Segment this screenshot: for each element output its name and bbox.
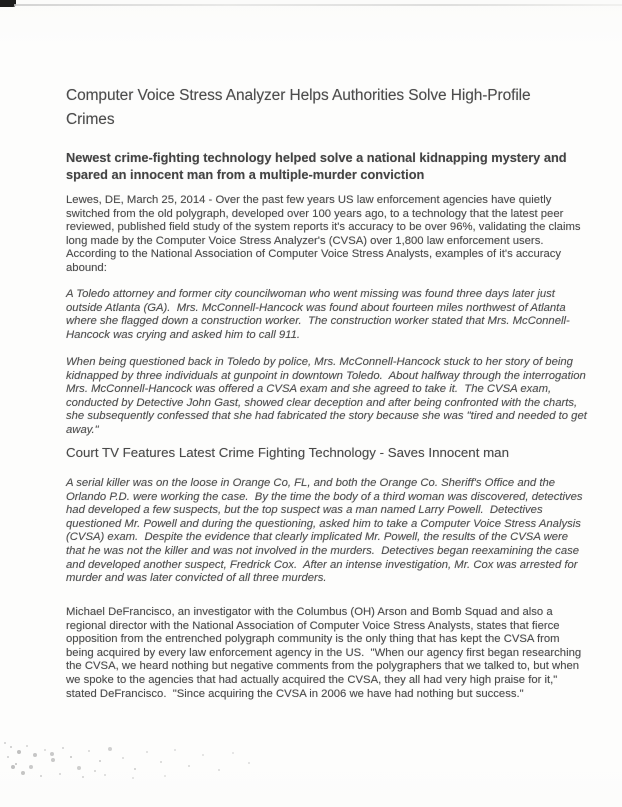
section-heading-court-tv: Court TV Features Latest Crime Fighting Technology - Saves Innocent man [66, 445, 509, 460]
orlando-case-paragraph: A serial killer was on the loose in Orange Co, FL, and both the Orange Co. Sheriff's Office and the Orlando P.D. were working the case. By the time the body of a third woman was discovered, detectives had developed a few suspects, but the top suspect was a man named Larry Powell. Detectives questioned Mr. Powell and during the questioning, asked him to take a Computer Voice Stress Analysis (CVSA) exam. Despite the evidence that clearly implicated Mr. Powell, the results of the CVSA were that he was not the killer and was not involved in the murders. Detectives began reexamining the case and developed another suspect, Fredrick Cox. After an intense investigation, Mr. Cox was arrested for murder and was later convicted of all three murders. [66, 477, 586, 585]
article-title: Computer Voice Stress Analyzer Helps Authorities Solve High-Profile Crimes [66, 87, 535, 128]
scan-artifact-edge-line [14, 4, 622, 6]
closing-paragraph: Michael DeFrancisco, an investigator with the Columbus (OH) Arson and Bomb Squad and also a regional director with the National Association of Computer Voice Stress Analysts, states that fierce opposition from the entrenched polygraph community is the only thing that has kept the CVSA from being acquired by every law enforcement agency in the US. "When our agency first began researching the CVSA, we heard nothing but negative comments from the polygraphers that we talked to, but when we spoke to the agencies that had actually acquired the CVSA, they all had very high praise for it," stated DeFrancisco. "Since acquiring the CVSA in 2006 we have had nothing but success." [66, 606, 585, 700]
article-subtitle: Newest crime-fighting technology helped solve a national kidnapping mystery and spared an innocent man from a multiple-murder conviction [66, 150, 571, 182]
toledo-case-paragraph-1: A Toledo attorney and former city councilwoman who went missing was found three days later just outside Atlanta (GA). Mrs. McConnell-Hancock was found about fourteen miles northwest of Atlanta where she flagged down a construction worker. The construction worker stated that Mrs. McConnell-Hancock was crying and asked him to call 911. [66, 288, 570, 341]
toledo-case-paragraph-2: When being questioned back in Toledo by police, Mrs. McConnell-Hancock stuck to her story of being kidnapped by three individuals at gunpoint in downtown Toledo. About halfway through the interrogation Mrs. McConnell-Hancock was offered a CVSA exam and she agreed to take it. The CVSA exam, conducted by Detective John Gast, showed clear deception and after being confronted with the charts, she subsequently confessed that she had fabricated the story because she was "tired and needed to get away." [66, 356, 591, 436]
lead-paragraph: Lewes, DE, March 25, 2014 - Over the past few years US law enforcement agencies have quietly switched from the old polygraph, developed over 100 years ago, to a technology that the latest peer reviewed, published field study of the system reports it's accuracy to be over 96%, validating the claims long made by the Computer Voice Stress Analyzer's (CVSA) over 1,800 law enforcement users. According to the National Association of Computer Voice Stress Analysts, examples of it's accuracy abound: [66, 194, 584, 274]
scan-artifact-noise-speckles [4, 742, 6, 744]
